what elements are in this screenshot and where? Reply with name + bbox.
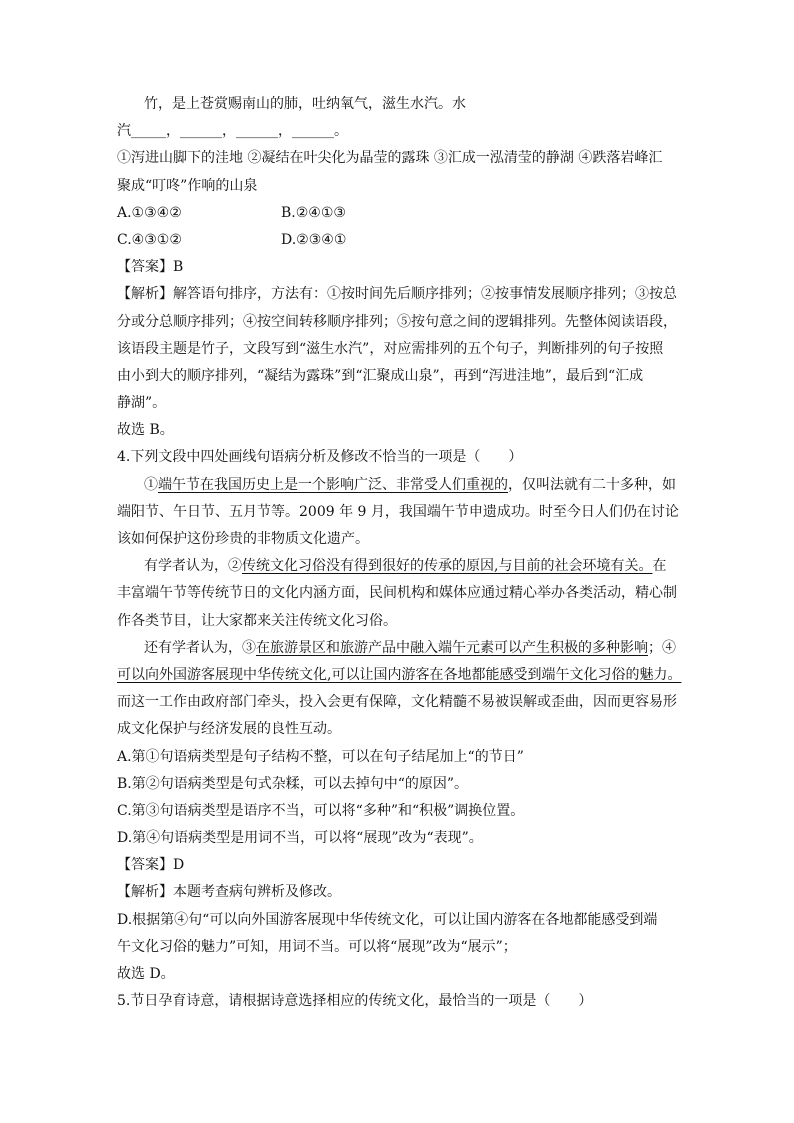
q4-p3-marker-4: ；④ <box>648 639 676 656</box>
q3-answer: 【答案】B <box>117 259 184 276</box>
q5-stem: 5.节日孕育诗意，请根据诗意选择相应的传统文化，最恰当的一项是（ ） <box>117 993 593 1010</box>
q3-analysis-line-3: 该语段主题是竹子，文段写到“滋生水汽”，对应需排列的五个句子，判断排列的句子按照 <box>117 340 664 357</box>
q4-p1-rest: ，仅叫法就有二十多种，如 <box>508 476 676 493</box>
q4-underlined-sentence-2: 传统文化习俗没有得到很好的传承的原因,与目前的社会环境有关。 <box>242 558 653 575</box>
q3-options-row-2 <box>117 227 717 254</box>
q3-analysis-line-1: 【解析】解答语句排序，方法有：①按时间先后顺序排列；②按事情发展顺序排列；③按总 <box>117 286 677 303</box>
q4-analysis-line-3: 午文化习俗的魅力”可知，用词不当。可以将“展现”改为“展示”； <box>117 938 517 955</box>
q4-p1-line-1 <box>117 472 717 499</box>
q3-items-line-1: ①泻进山脚下的洼地 ②凝结在叶尖化为晶莹的露珠 ③汇成一泓清莹的静湖 ④跌落岩峰汇 <box>117 150 663 167</box>
q4-analysis-line-1: 【解析】本题考查病句辨析及修改。 <box>117 884 341 901</box>
q4-answer: 【答案】D <box>117 857 185 874</box>
q4-stem: 4.下列文段中四处画线句语病分析及修改不恰当的一项是（ ） <box>117 449 523 466</box>
q4-p3-line-4: 成文化保护与经济发展的良性互动。 <box>117 721 341 738</box>
q3-analysis-line-2: 分或分总顺序排列；④按空间转移顺序排列；⑤按句意之间的逻辑排列。先整体阅读语段， <box>117 313 677 330</box>
q4-option-d: D.第④句语病类型是用词不当，可以将“展现”改为“表现”。 <box>117 830 483 847</box>
q4-p2-line-2: 丰富端午节等传统节日的文化内涵方面，民间机构和媒体应通过精心举办各类活动，精心制 <box>117 585 677 602</box>
q4-p2-line-3: 作各类节目，让大家都来关注传统文化习俗。 <box>117 612 397 629</box>
q3-option-a: A.①③④② <box>117 204 182 221</box>
q4-p2-line-1 <box>117 553 717 580</box>
q4-underlined-sentence-4: 可以向外国游客展现中华传统文化,可以让国内游客在各地都能感受到端午文化习俗的魅力。 <box>117 666 682 683</box>
q4-option-a: A.第①句语病类型是句子结构不整，可以在句子结尾加上“的节日” <box>117 748 524 765</box>
q4-p3-line-3: 而这一工作由政府部门牵头，投入会更有保障，文化精髓不易被误解或歪曲，因而更容易形 <box>117 694 677 711</box>
q4-underlined-sentence-3: 在旅游景区和旅游产品中融入端午元素可以产生积极的多种影响 <box>256 639 648 656</box>
q4-analysis-line-2: D.根据第④句“可以向外国游客展现中华传统文化，可以让国内游客在各地都能感受到端 <box>117 911 658 928</box>
q4-p2-lead: 有学者认为，② <box>144 558 242 575</box>
q4-conclusion: 故选 D。 <box>117 966 175 982</box>
q4-p3-line-2 <box>117 662 717 689</box>
q4-option-c: C.第③句语病类型是语序不当，可以将“多种”和“积极”调换位置。 <box>117 802 525 819</box>
q3-option-b: B.②④①③ <box>281 204 346 221</box>
q4-p1-line-2: 端阳节、午日节、五月节等。2009 年 9 月，我国端午节申遗成功。时至今日人们仍在讨论 <box>117 503 679 520</box>
q3-option-d: D.②③④① <box>281 231 347 248</box>
q4-option-b: B.第②句语病类型是句式杂糅，可以去掉句中“的原因”。 <box>117 775 469 792</box>
q3-analysis-line-4: 由小到大的顺序排列，“凝结为露珠”到“汇聚成山泉”，再到“泻进洼地”，最后到“汇成 <box>117 367 644 384</box>
q3-options-row-1 <box>117 200 717 227</box>
q3-stem-line-1: 竹，是上苍赏赐南山的肺，吐纳氧气，滋生水汽。水 <box>144 96 466 112</box>
q3-stem-line-2: 汽_____，______，______，______。 <box>117 123 348 140</box>
q3-option-c: C.④③①② <box>117 231 182 248</box>
q4-p3-lead: 还有学者认为，③ <box>144 639 256 656</box>
q4-p3-line-1 <box>117 635 717 662</box>
q3-analysis-line-5: 静湖”。 <box>117 395 167 412</box>
document-page <box>117 91 717 1015</box>
q4-p2-rest: 在 <box>652 558 667 575</box>
q4-p1-marker: ① <box>144 476 158 493</box>
q3-items-line-2: 聚成“叮咚”作响的山泉 <box>117 177 258 194</box>
q4-underlined-sentence-1: 端午节在我国历史上是一个影响广泛、非常受人们重视的 <box>158 476 508 493</box>
q3-conclusion: 故选 B。 <box>117 422 174 439</box>
q4-p1-line-3: 该如何保护这份珍贵的非物质文化遗产。 <box>117 531 369 547</box>
